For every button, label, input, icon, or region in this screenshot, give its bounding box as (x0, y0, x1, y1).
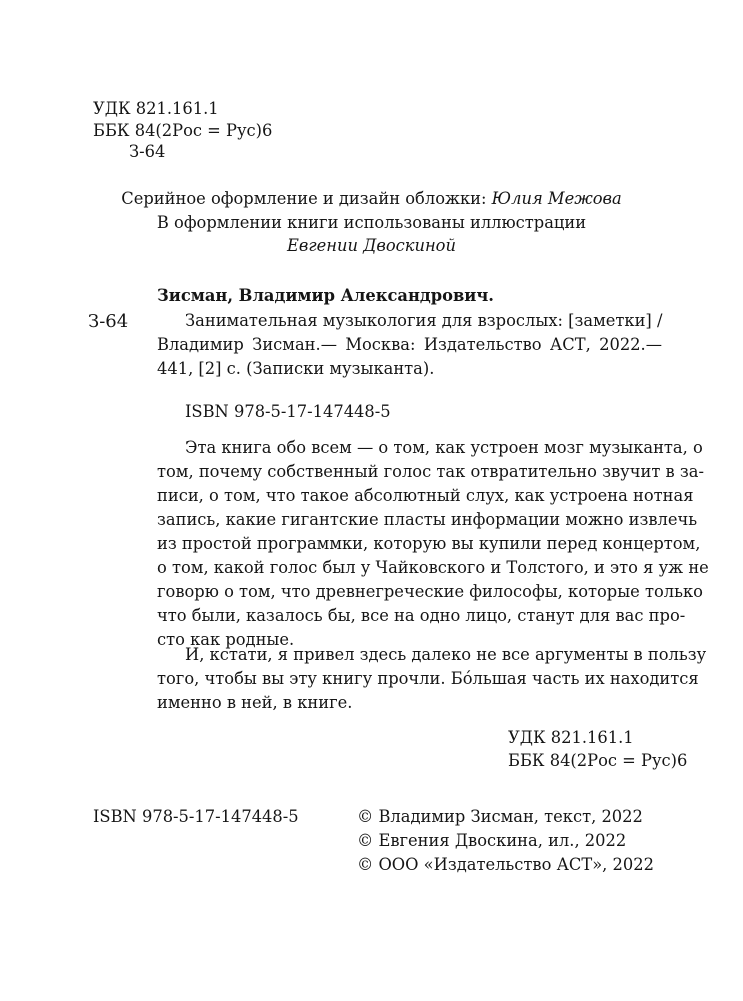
abstract-line: том, почему собственный голос так отвратительно звучит в за- (157, 462, 704, 481)
description-line: 441, [2] с. (Записки музыканта). (157, 359, 435, 378)
footer-bbk: ББК 84(2Рос = Рус)6 (508, 751, 688, 770)
design-credit-label: Серийное оформление и дизайн обложки: (121, 189, 487, 208)
abstract-line: что были, казалось бы, все на одно лицо, станут для вас про- (157, 606, 686, 625)
abstract-line: говорю о том, что древнегреческие философы, которые только (157, 582, 703, 601)
abstract-line: писи, о том, что такое абсолютный слух, как устроена нотная (157, 486, 694, 505)
designer-name: Юлия Межова (491, 189, 622, 208)
description-line: Владимир Зисман.— Москва: Издательство АСТ, 2022.— (157, 335, 662, 354)
copyright-isbn: ISBN 978-5-17-147448-5 (93, 807, 299, 826)
illustrator-name: Евгении Двоскиной (287, 236, 456, 255)
abstract-line: о том, какой голос был у Чайковского и Толстого, и это я уж не (157, 558, 709, 577)
author-mark: З-64 (129, 142, 166, 161)
abstract-line: Эта книга обо всем — о том, как устроен мозг музыканта, о (185, 438, 703, 457)
abstract-line: И, кстати, я привел здесь далеко не все аргументы в пользу (185, 645, 707, 664)
catalog-isbn: ISBN 978-5-17-147448-5 (185, 402, 391, 421)
abstract-line: именно в ней, в книге. (157, 693, 353, 712)
catalog-author-mark: З-64 (88, 311, 129, 332)
illustration-credit: В оформлении книги использованы иллюстрации (156, 213, 587, 232)
abstract-line: запись, какие гигантские пласты информации можно извлечь (157, 510, 698, 529)
udk-code: УДК 821.161.1 (93, 99, 219, 118)
design-credit (0, 188, 743, 210)
abstract-line: того, чтобы вы эту книгу прочли. Бóльшая часть их находится (157, 669, 699, 688)
abstract-line: сто как родные. (157, 630, 295, 649)
description-line: Занимательная музыкология для взрослых: [заметки] / (185, 311, 663, 330)
copyright-line: © Владимир Зисман, текст, 2022 (357, 807, 643, 826)
copyright-line: © Евгения Двоскина, ил., 2022 (357, 831, 627, 850)
copyright-line: © ООО «Издательство АСТ», 2022 (357, 855, 654, 874)
footer-udk: УДК 821.161.1 (508, 728, 634, 747)
abstract-line: из простой программки, которую вы купили перед концертом, (157, 534, 701, 553)
author-heading: Зисман, Владимир Александрович. (157, 286, 494, 305)
bbk-code: ББК 84(2Рос = Рус)6 (93, 121, 273, 140)
